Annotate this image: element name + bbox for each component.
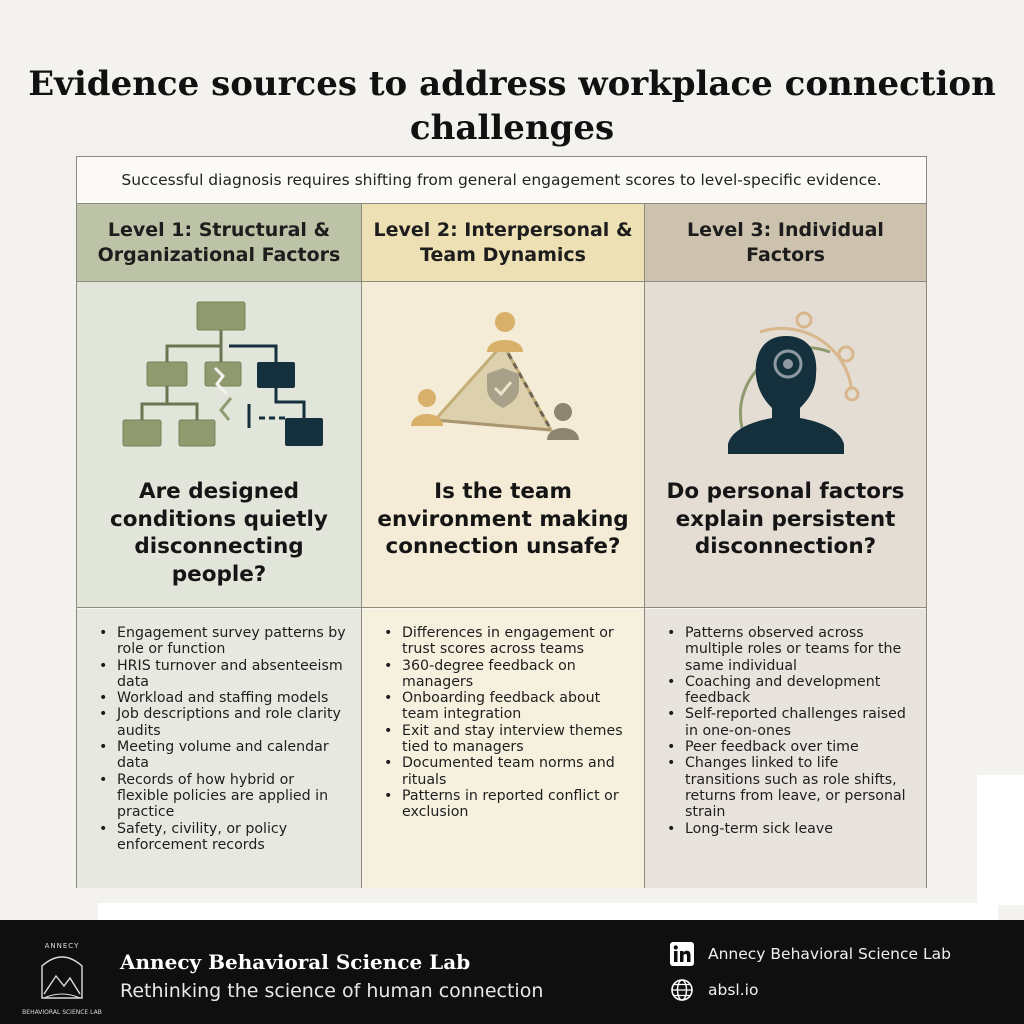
page-title: Evidence sources to address workplace connection challenges — [28, 64, 996, 148]
website-link[interactable] — [670, 978, 758, 1002]
linkedin-link[interactable] — [670, 942, 951, 966]
svg-text:BEHAVIORAL SCIENCE LAB: BEHAVIORAL SCIENCE LAB — [22, 1009, 102, 1016]
background-patch — [977, 775, 1024, 905]
list-item: • Engagement survey patterns by role or function — [99, 625, 347, 658]
level-3-header: Level 3: Individual Factors — [645, 204, 926, 282]
list-item: • HRIS turnover and absenteeism data — [99, 658, 347, 691]
level-1-header: Level 1: Structural & Organizational Factors — [77, 204, 361, 282]
level-3-evidence-list — [645, 609, 926, 888]
level-1-evidence-list — [77, 609, 361, 888]
list-item: • 360-degree feedback on managers — [384, 658, 630, 691]
list-item: • Safety, civility, or policy enforcement records — [99, 821, 347, 854]
list-item: • Job descriptions and role clarity audits — [99, 706, 347, 739]
level-3-question: Do personal factors explain persistent disconnection? — [666, 479, 905, 559]
linkedin-label: Annecy Behavioral Science Lab — [708, 945, 951, 963]
list-item: • Workload and staffing models — [99, 690, 347, 706]
website-label: absl.io — [708, 981, 759, 999]
footer — [0, 920, 1024, 1024]
background-patch — [98, 903, 998, 920]
level-2-column — [361, 204, 644, 888]
table-subtitle: Successful diagnosis requires shifting from general engagement scores to level-specific evidence. — [77, 157, 926, 204]
level-1-question: Are designed conditions quietly disconnecting people? — [110, 479, 328, 587]
svg-text:ANNECY: ANNECY — [44, 942, 80, 950]
list-item: • Meeting volume and calendar data — [99, 739, 347, 772]
lab-logo — [12, 938, 112, 1018]
org-name: Annecy Behavioral Science Lab — [120, 950, 471, 974]
org-tagline: Rethinking the science of human connection — [120, 980, 544, 1002]
level-2-header: Level 2: Interpersonal & Team Dynamics — [362, 204, 644, 282]
list-item: • Changes linked to life transitions such as role shifts, returns from leave, or personal strain — [667, 755, 912, 820]
list-item: • Documented team norms and rituals — [384, 755, 630, 788]
list-item: • Self-reported challenges raised in one-on-ones — [667, 706, 912, 739]
team-triangle-shield-icon — [393, 298, 613, 468]
list-item: • Patterns observed across multiple roles or teams for the same individual — [667, 625, 912, 674]
list-item: • Peer feedback over time — [667, 739, 912, 755]
list-item: • Onboarding feedback about team integration — [384, 690, 630, 723]
list-item: • Differences in engagement or trust scores across teams — [384, 625, 630, 658]
org-chart-icon — [109, 298, 329, 468]
level-3-column — [644, 204, 926, 888]
level-2-evidence-list — [362, 609, 644, 888]
list-item: • Coaching and development feedback — [667, 674, 912, 707]
evidence-table — [76, 156, 927, 888]
list-item: • Patterns in reported conflict or exclusion — [384, 788, 630, 821]
list-item: • Records of how hybrid or flexible policies are applied in practice — [99, 772, 347, 821]
list-item: • Long-term sick leave — [667, 821, 912, 837]
globe-icon — [670, 978, 694, 1002]
person-head-icon — [676, 298, 896, 468]
level-2-question: Is the team environment making connection unsafe? — [377, 479, 629, 559]
linkedin-icon — [670, 942, 694, 966]
list-item: • Exit and stay interview themes tied to managers — [384, 723, 630, 756]
level-1-column — [77, 204, 361, 888]
